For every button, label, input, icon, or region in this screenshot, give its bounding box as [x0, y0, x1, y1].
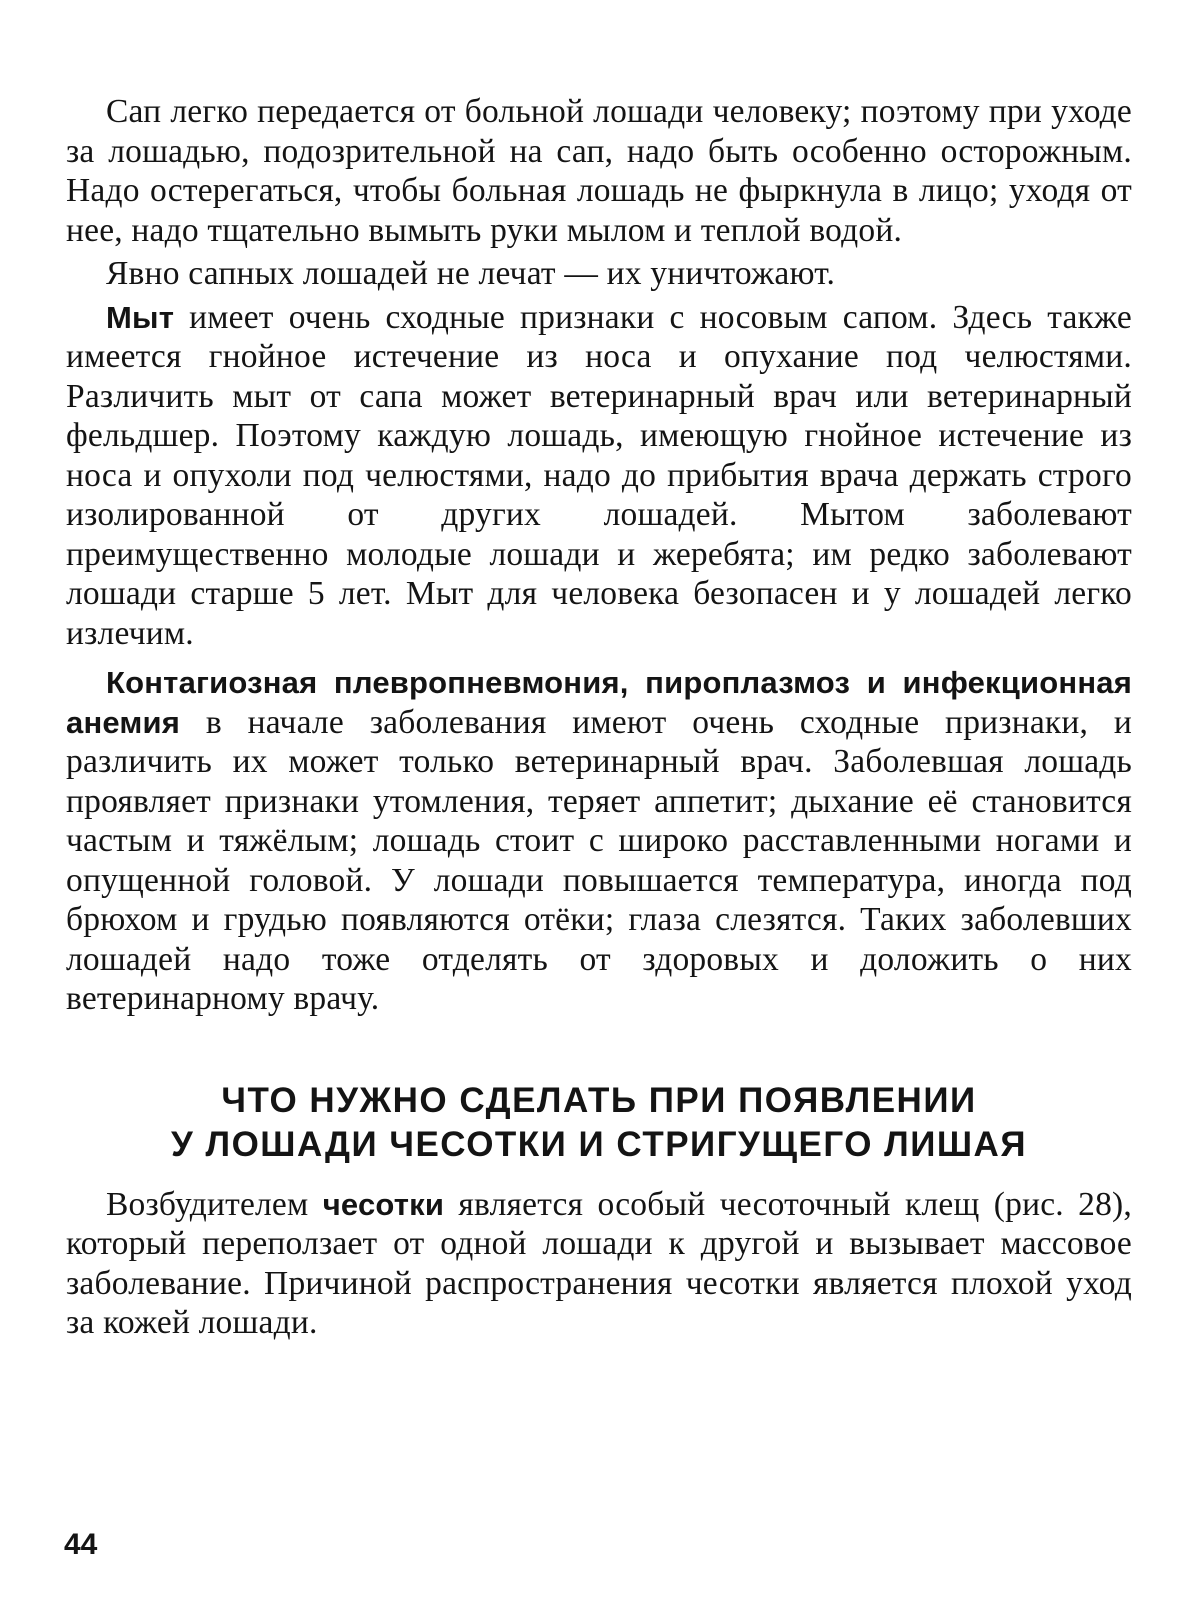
- page-number: 44: [64, 1528, 98, 1561]
- section-heading-line-1: ЧТО НУЖНО СДЕЛАТЬ ПРИ ПОЯВЛЕНИИ: [221, 1080, 977, 1120]
- section-heading: [66, 1079, 1132, 1167]
- term-scabies: чесотки: [322, 1186, 445, 1222]
- term-strangles: Мыт: [106, 299, 175, 335]
- term-contagious-diseases: Контагиозная плевропневмония, пироплазмоз и инфекционная анемия: [66, 665, 1132, 740]
- page-body: [66, 92, 1132, 1343]
- paragraph-strangles: [66, 298, 1132, 654]
- paragraph-contagious-diseases: [66, 663, 1132, 1019]
- paragraph-contagious-diseases-text: в начале заболевания имеют очень сходные признаки, и различить их может только ветеринарный врач. Заболевшая лошадь проявляет признаки утомления, теряет аппетит; дыхание её становится частым и тяжёлым; лошадь стоит с широко расставленными ногами и опущенной головой. У лошади повышается температура, иногда под брюхом и грудью появляются отёки; глаза слезятся. Таких заболевших лошадей надо тоже отделять от здоровых и доложить о них ветеринарному врачу.: [66, 703, 1132, 1017]
- paragraph-glanders-destruction: Явно сапных лошадей не лечат — их уничтожают.: [106, 255, 836, 292]
- paragraph-glanders-transmission: Сап легко передается от больной лошади человеку; поэтому при уходе за лошадью, подозрительной на сап, надо быть особенно осторожным. Надо остерегаться, чтобы больная лошадь не фыркнула в лицо; уходя от нее, надо тщательно вымыть руки мылом и теплой водой.: [66, 93, 1132, 249]
- paragraph-strangles-text: имеет очень сходные признаки с носовым сапом. Здесь также имеется гнойное истечение из носа и опухание под челюстями. Различить мыт от сапа может ветеринарный врач или ветеринарный фельдшер. Поэтому каждую лошадь, имеющую гнойное истечение из носа и опухоли под челюстями, надо до прибытия врача держать строго изолированной от других лошадей. Мытом заболевают преимущественно молодые лошади и жеребята; им редко заболевают лошади старше 5 лет. Мыт для человека безопасен и у лошадей легко излечим.: [66, 298, 1132, 652]
- paragraph-scabies: [66, 1185, 1132, 1343]
- paragraph-scabies-lead: Возбудителем: [106, 1185, 323, 1223]
- paragraph-scabies-text: является особый чесоточный клещ (рис. 28), который переползает от одной лошади к другой и вызывает массовое заболевание. Причиной распространения чесотки является плохой уход за кожей лошади.: [66, 1185, 1132, 1341]
- section-heading-line-2: У ЛОШАДИ ЧЕСОТКИ И СТРИГУЩЕГО ЛИШАЯ: [171, 1124, 1027, 1164]
